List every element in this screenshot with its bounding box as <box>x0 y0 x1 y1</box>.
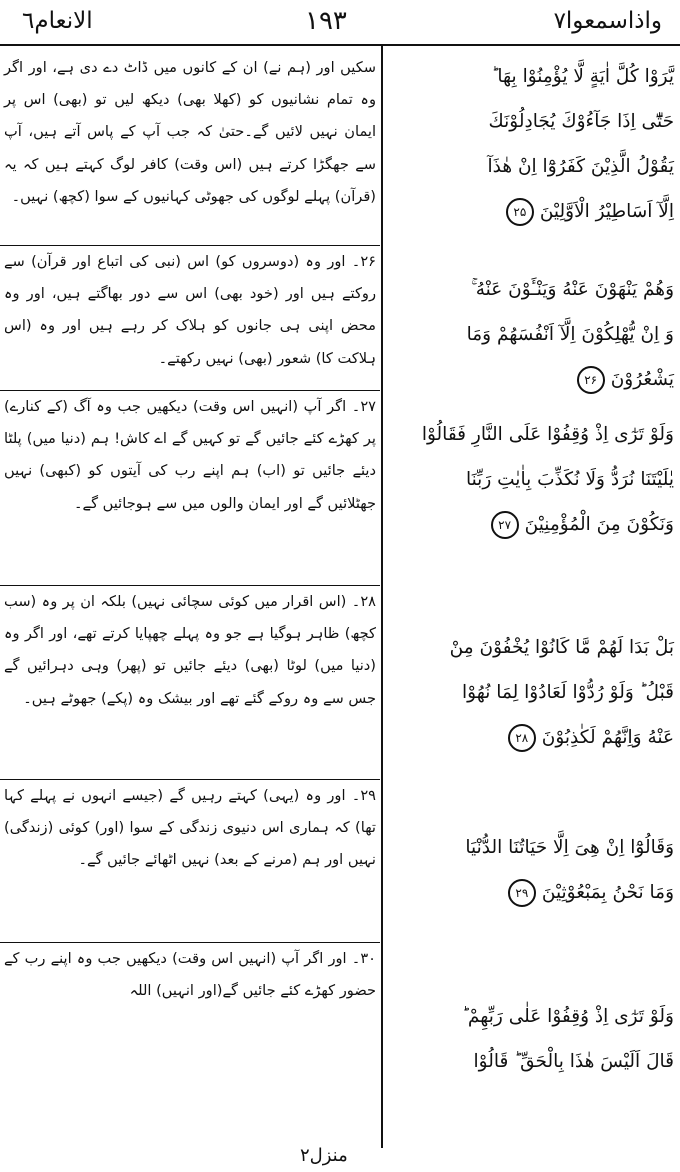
verse-30 <box>388 944 674 1094</box>
verse-number-marker: ۲۸ <box>508 724 536 752</box>
verse-27 <box>388 392 674 587</box>
verse-line: وَنَكُوْنَ مِنَ الْمُؤْمِنِيْنَ <box>524 514 674 535</box>
verse-29 <box>388 781 674 944</box>
verse-line: اِلَّآ اَسَاطِيْرُ الْاَوَّلِيْنَ <box>539 201 674 222</box>
verse-line: بَلْ بَدَا لَهُمْ مَّا كَانُوْا يُخْفُوْنَ مِنْ <box>449 637 674 658</box>
verse-number-marker: ۲۹ <box>508 879 536 907</box>
verse-26 <box>388 247 674 392</box>
page-header <box>0 0 680 46</box>
header-rule <box>0 44 680 46</box>
surah-name: الانعام٦ <box>22 8 93 34</box>
arabic-column <box>388 52 674 1094</box>
manzil-footer: منزل٢ <box>300 1145 348 1166</box>
verse-number-marker: ۲۷ <box>491 511 519 539</box>
verse-line: وَلَوْ تَرٰٓى اِذْ وُقِفُوْا عَلَى النَّارِ فَقَالُوْا <box>421 424 674 445</box>
translation-column <box>4 52 376 1009</box>
verse-line: وَقَالُوْٓا اِنْ هِىَ اِلَّا حَيَاتُنَا الدُّنْيَا <box>465 837 674 858</box>
verse-line: وَهُمْ يَنْهَوْنَ عَنْهُ وَيَنْـَٔوْنَ عَنْهُ ۚ <box>471 279 674 300</box>
translation-paragraph-25: سکیں اور (ہم نے) ان کے کانوں میں ڈاٹ دے دی ہے، اور اگر وہ تمام نشانیوں کو (کھلا بھی) دیکھ لیں تو (بھی) اس پر ایمان نہیں لائیں گے۔حتیٰ کہ جب آپ کے پاس آتے ہیں، آپ سے جھگڑا کرتے ہیں (اس وقت) کافر لوگ کہتے ہیں کہ یہ (قرآن) پہلے لوگوں کی جھوٹی کہانیوں کے سوا (کچھ) نہیں۔ <box>4 59 376 205</box>
verse-line: يٰلَيْتَنَا نُرَدُّ وَلَا نُكَذِّبَ بِاٰيٰتِ رَبِّنَا <box>465 469 674 490</box>
translation-paragraph-28: ۲۸۔ (اس اقرار میں کوئی سچائی نہیں) بلکہ ان پر وہ (سب کچھ) ظاہر ہوگیا ہے جو وہ پہلے چھپایا کرتے تھے، اور اگر وہ (دنیا میں) لوٹا (بھی) دیئے جائیں تو (پھر) وہی دہرائیں گے جس سے وہ روکے گئے تھے اور بیشک وہ (پکے) جھوٹے ہیں۔ <box>4 593 376 707</box>
column-divider <box>381 46 383 1148</box>
translation-paragraph-26: ۲۶۔ اور وہ (دوسروں کو) اس (نبی کی اتباع اور قرآن) سے روکتے ہیں اور (خود بھی) اس سے دور بھاگتے ہیں، اور وہ محض اپنی ہی جانوں کو ہلاک کر رہے ہیں اور وہ (اس ہلاکت کا) شعور (بھی) نہیں رکھتے۔ <box>4 253 376 367</box>
verse-line: حَتّٰٓى اِذَا جَآءُوْكَ يُجَادِلُوْنَكَ <box>488 111 674 132</box>
verse-25 <box>388 52 674 247</box>
translation-paragraph-27: ۲۷۔ اگر آپ (انہیں اس وقت) دیکھیں جب وہ آگ (کے کنارے) پر کھڑے کئے جائیں گے تو کہیں گے اے کاش! ہم (دنیا میں) پلٹا دیئے جائیں تو (اب) ہم اپنے رب کی آیتوں کو (کبھی) نہیں جھٹلائیں گے اور ایمان والوں میں سے ہوجائیں گے۔ <box>4 398 376 512</box>
verse-line: عَنْهُ وَاِنَّهُمْ لَكٰذِبُوْنَ <box>541 727 674 748</box>
juz-name: واذاسمعوا٧ <box>553 8 662 34</box>
verse-line: قَالَ اَلَيْسَ هٰذَا بِالْحَقِّ ؕ قَالُوْا <box>473 1051 674 1072</box>
translation-paragraph-29: ۲۹۔ اور وہ (یہی) کہتے رہیں گے (جیسے انہوں نے پہلے کہا تھا) کہ ہماری اس دنیوی زندگی کے سوا (اور) کوئی (زندگی) نہیں اور ہم (مرنے کے بعد) نہیں اٹھائے جائیں گے۔ <box>4 787 376 869</box>
verse-line: يَّرَوْا كُلَّ اٰيَةٍ لَّا يُؤْمِنُوْا بِهَا ؕ <box>491 66 674 87</box>
verse-line: وَمَا نَحْنُ بِمَبْعُوْثِيْنَ <box>541 882 674 903</box>
verse-number-marker: ۲۵ <box>506 198 534 226</box>
verse-line: وَلَوْ تَرٰٓى اِذْ وُقِفُوْا عَلٰى رَبِّهِمْ ؕ <box>462 1006 674 1027</box>
page-number: ١٩٣ <box>305 6 347 36</box>
translation-paragraph-30: ۳۰۔ اور اگر آپ (انہیں اس وقت) دیکھیں جب وہ اپنے رب کے حضور کھڑے کئے جائیں گے(اور انہیں) اللہ <box>4 950 376 1000</box>
verse-number-marker: ۲۶ <box>577 366 605 394</box>
verse-28 <box>388 587 674 781</box>
verse-line: قَبْلُ ؕ وَلَوْ رُدُّوْا لَعَادُوْا لِمَا نُهُوْا <box>462 682 674 703</box>
verse-line: وَ اِنْ يُّهْلِكُوْنَ اِلَّآ اَنْفُسَهُمْ وَمَا <box>466 324 674 345</box>
verse-line: يَشْعُرُوْنَ <box>610 369 674 390</box>
verse-line: يَقُوْلُ الَّذِيْنَ كَفَرُوْٓا اِنْ هٰذَآ <box>487 156 674 177</box>
